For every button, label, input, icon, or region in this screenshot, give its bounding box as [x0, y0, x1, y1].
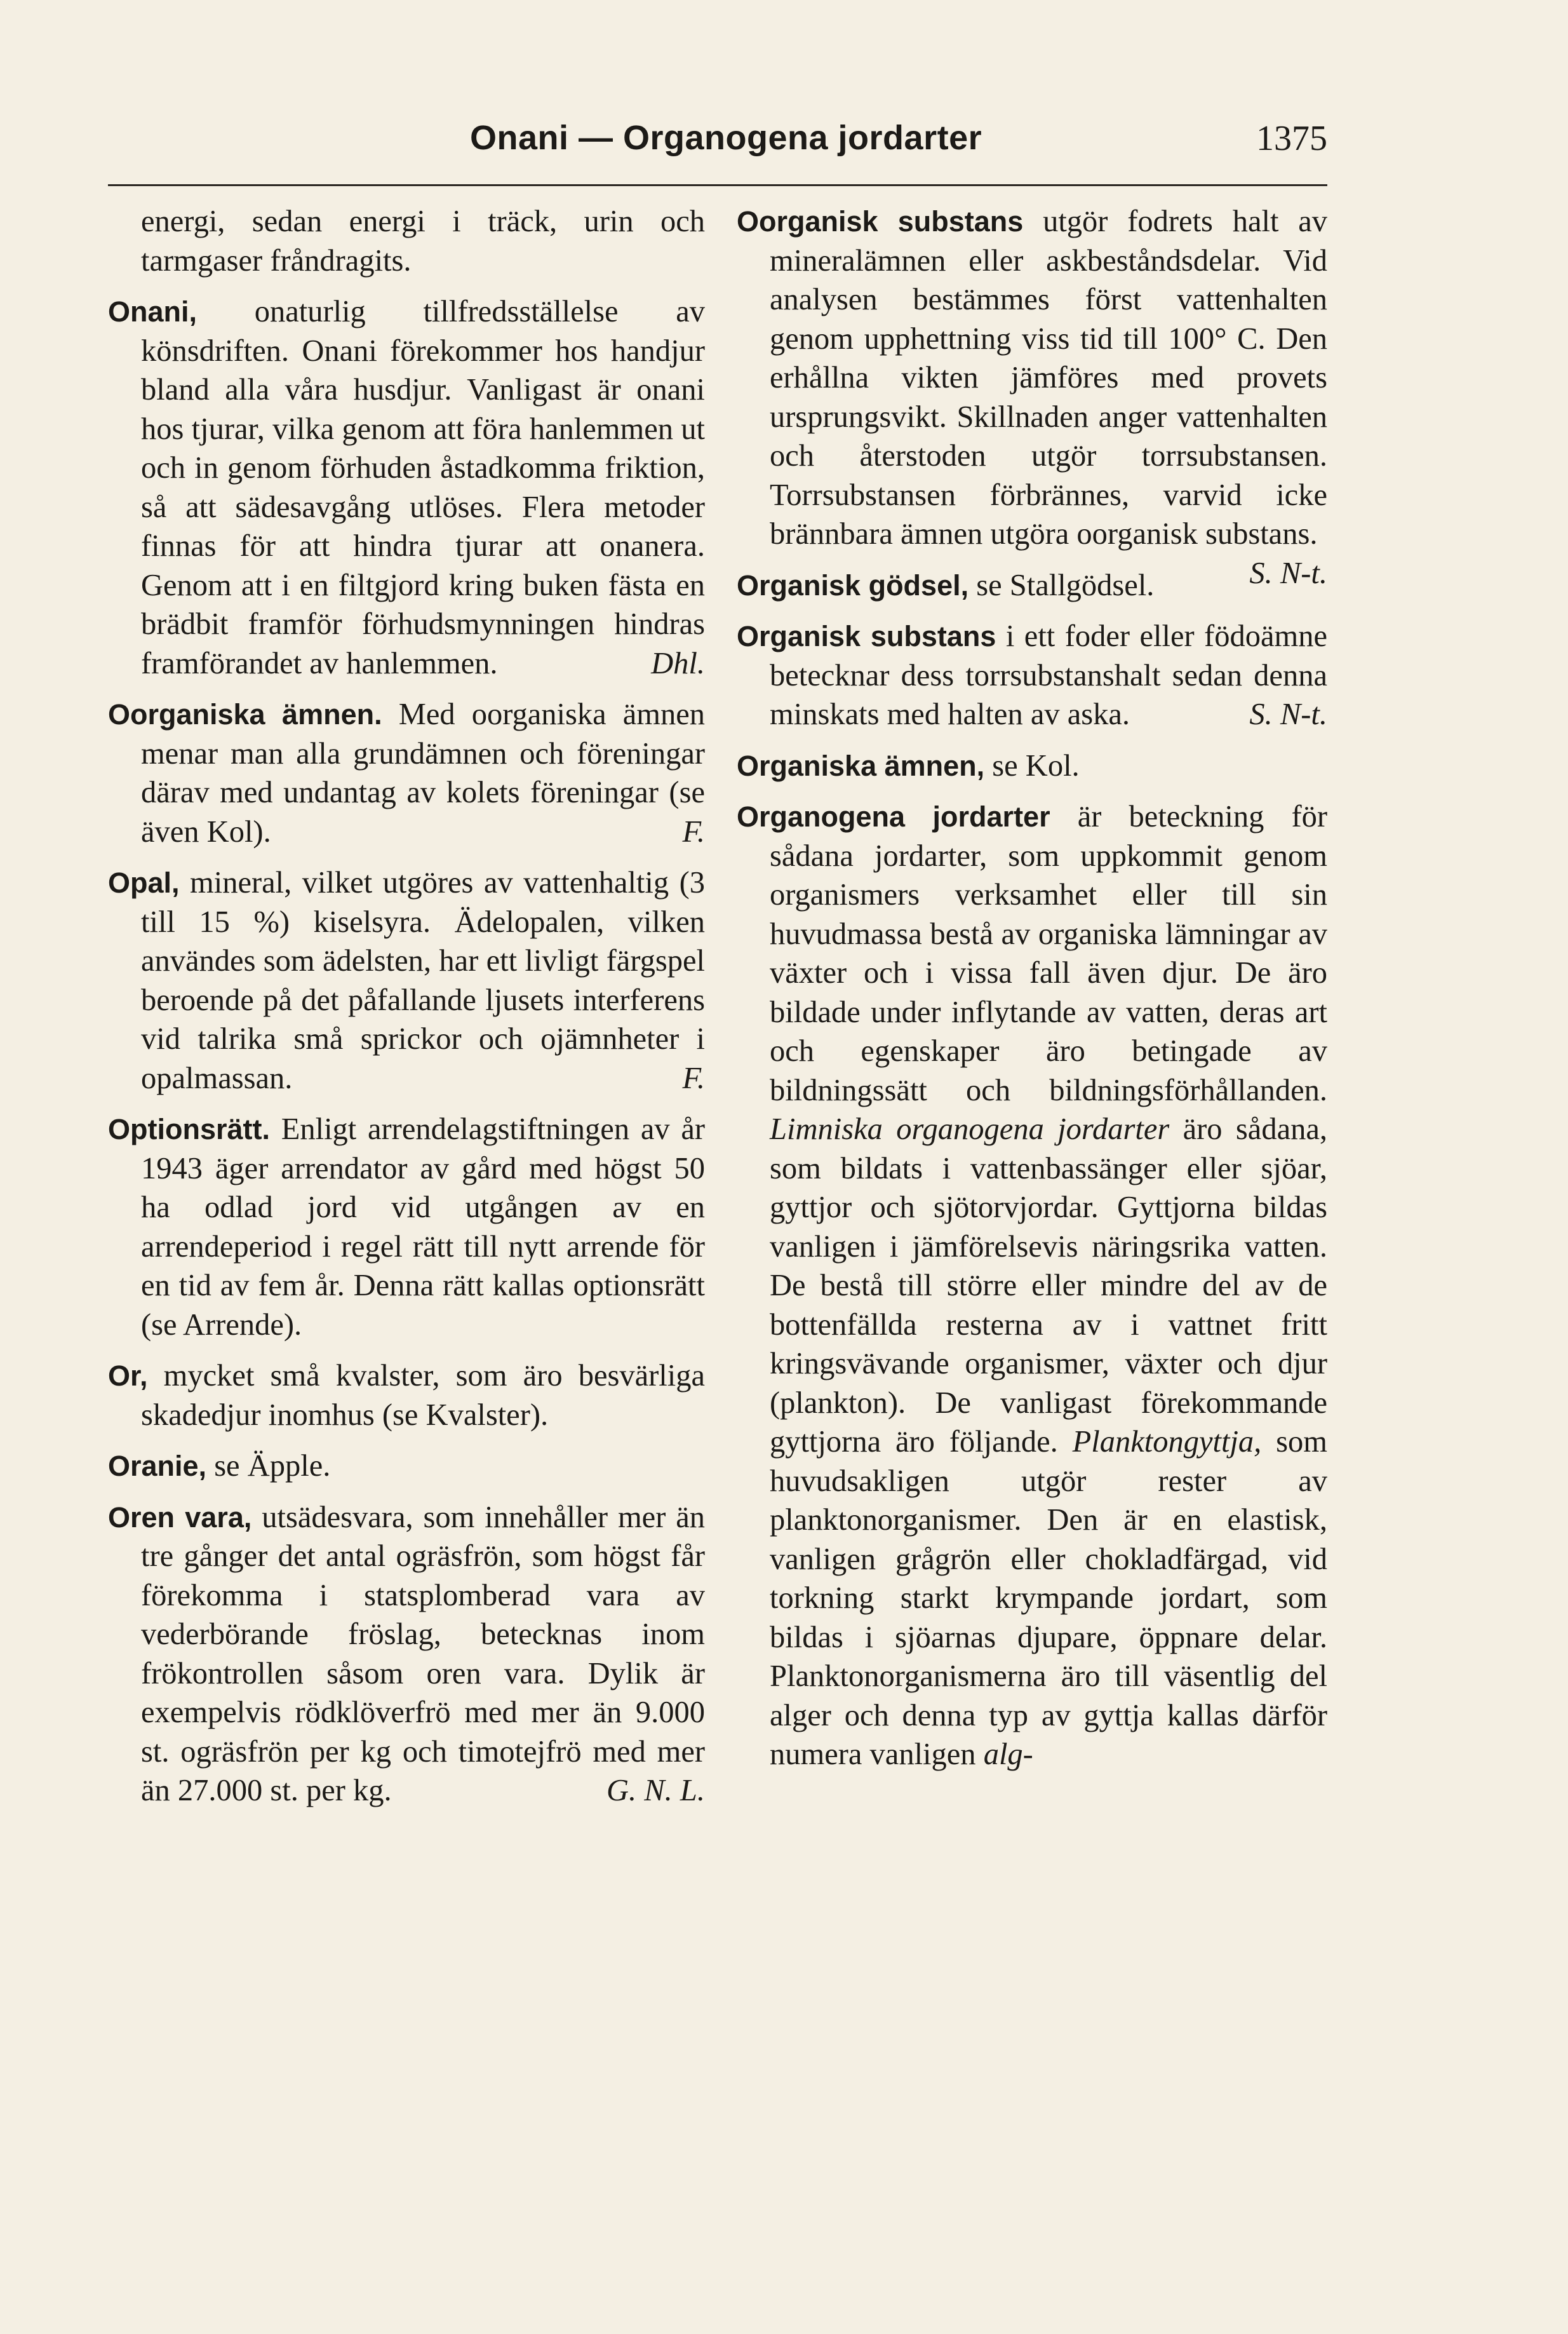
entry-optionsratt — [108, 1110, 705, 1344]
header-rule — [108, 184, 1327, 186]
entry-text: mineral, vilket utgöres av vattenhaltig (3 till 15 %) kiselsyra. Ädelopalen, vilken användes som ädelsten, har ett livligt färgspel beroende på det påfallande ljusets interferens vid talrika små sprickor och ojämnheter i opalmassan. — [141, 866, 705, 1095]
headword: Oranie, — [108, 1450, 207, 1482]
headword: Oren vara, — [108, 1501, 252, 1534]
headword: Oorganiska ämnen. — [108, 698, 382, 731]
entry-oren-vara — [108, 1498, 705, 1811]
entry-text: utgör fodrets halt av mineralämnen eller askbeståndsdelar. Vid analysen bestämmes först vattenhalten genom upphettning viss tid till 100° C. Den erhållna vikten jämföres med provets ursprungsvikt. Skillnaden anger vattenhalten och återstoden utgör torrsubstansen. Torrsubstansen förbrännes, varvid icke brännbara ämnen utgöra oorganisk substans. — [770, 205, 1328, 551]
entry-organisk-substans — [737, 617, 1327, 734]
headword: Organogena jordarter — [737, 800, 1050, 833]
headword: Or, — [108, 1359, 148, 1392]
entry-text: se Stallgödsel. — [968, 568, 1155, 602]
headword: Opal, — [108, 867, 180, 899]
headword: Onani, — [108, 295, 198, 328]
headword: Organisk substans — [737, 620, 996, 652]
entry-text: onaturlig tillfredsställelse av könsdriften. Onani förekommer hos handjur bland alla våra husdjur. Vanligast är onani hos tjurar, vilka genom att föra hanlemmen ut och in genom förhuden åstadkomma friktion, så att sädesavgång utlöses. Flera metoder finnas för att hindra tjurar att onanera. Genom att i en filtgjord kring buken fästa en brädbit framför förhudsmynningen hindras framförandet av hanlemmen. — [141, 295, 705, 680]
entry-text: äro sådana, som bildats i vattenbassänger eller sjöar, gyttjor och sjötorvjordar. Gyttjorna bildas vanligen i jämförelsevis näringsrika vatten. De bestå till större eller mindre del av de bottenfällda resterna av i vattnet fritt kringsvävande organismer, växter och djur (plankton). De vanligast förekommande gyttjorna äro följande. — [770, 1112, 1327, 1459]
entry-text: som huvudsakligen utgör rester av planktonorganismer. Den är en elastisk, vanligen grågrön eller chokladfärgad, vid torkning starkt krympande jordart, som bildas i sjöarnas djupare, öppnare delar. Planktonorganismerna äro till väsentlig del alger och denna typ av gyttja kallas därför numera vanligen — [770, 1425, 1327, 1771]
signature: G. N. L. — [606, 1774, 705, 1807]
entry-organogena-jordarter — [737, 797, 1327, 1774]
left-column — [108, 202, 705, 1823]
headword: Optionsrätt. — [108, 1113, 270, 1145]
entry-text: Med oorganiska ämnen menar man alla grundämnen och föreningar därav med undantag av kolets föreningar (se även Kol). — [141, 698, 705, 849]
page-number: 1375 — [1256, 119, 1327, 158]
entry-organiska-amnen — [737, 746, 1327, 786]
headword: Organiska ämnen, — [737, 749, 985, 782]
entry-oranie — [108, 1447, 705, 1486]
entry-text: i ett foder eller födoämne betecknar dess torrsubstanshalt sedan denna minskats med halten av aska. — [770, 619, 1327, 731]
entry-text: se Kol. — [984, 748, 1080, 783]
headword: Oorganisk substans — [737, 205, 1024, 238]
signature: Dhl. — [651, 646, 705, 680]
entry-text: se Äpple. — [206, 1449, 331, 1483]
italic-term: Limniska organogena jordarter — [770, 1112, 1170, 1146]
entry-text: energi, sedan energi i träck, urin och tarmgaser fråndragits. — [141, 205, 705, 278]
running-head: Onani — Organogena jordarter — [470, 119, 982, 157]
entry-oorganiska-amnen — [108, 695, 705, 851]
italic-term: alg- — [983, 1737, 1033, 1771]
signature: F. — [682, 1061, 705, 1095]
entry-text: Enligt arrendelagstiftningen av år 1943 äger arrendator av gård med högst 50 ha odlad jord vid utgången av en arrendeperiod i regel rätt till nytt arrende för en tid av fem år. Denna rätt kallas optionsrätt (se Arrende). — [141, 1112, 705, 1342]
italic-term: Planktongyttja, — [1072, 1425, 1262, 1459]
entry-text: är beteckning för sådana jordarter, som uppkommit genom organismers verksamhet eller till sin huvudmassa bestå av organiska lämningar av växter och i vissa fall även djur. De äro bildade under inflytande av vatten, deras art och egenskaper äro betingade av bildningssätt och bildningsförhållanden. — [770, 800, 1328, 1107]
entry-text: mycket små kvalster, som äro besvärliga skadedjur inomhus (se Kvalster). — [141, 1359, 705, 1432]
signature: S. N-t. — [1249, 556, 1327, 590]
right-column — [737, 202, 1327, 1786]
entry-text: utsädesvara, som innehåller mer än tre gånger det antal ogräsfrön, som högst får förekomma i statsplomberad vara av vederbörande fröslag, betecknas inom frökontrollen såsom oren vara. Dylik är exempelvis rödklöverfrö med mer än 9.000 st. ogräsfrön per kg och timotejfrö med mer än 27.000 st. per kg. — [141, 1500, 705, 1807]
signature: S. N-t. — [1249, 698, 1327, 731]
entry-organisk-godsel — [737, 566, 1327, 605]
entry-opal — [108, 863, 705, 1098]
entry-or — [108, 1356, 705, 1434]
entry-continuation — [108, 202, 705, 280]
headword: Organisk gödsel, — [737, 569, 969, 602]
entry-onani — [108, 292, 705, 683]
signature: F. — [682, 814, 705, 849]
page-header — [108, 108, 1327, 165]
